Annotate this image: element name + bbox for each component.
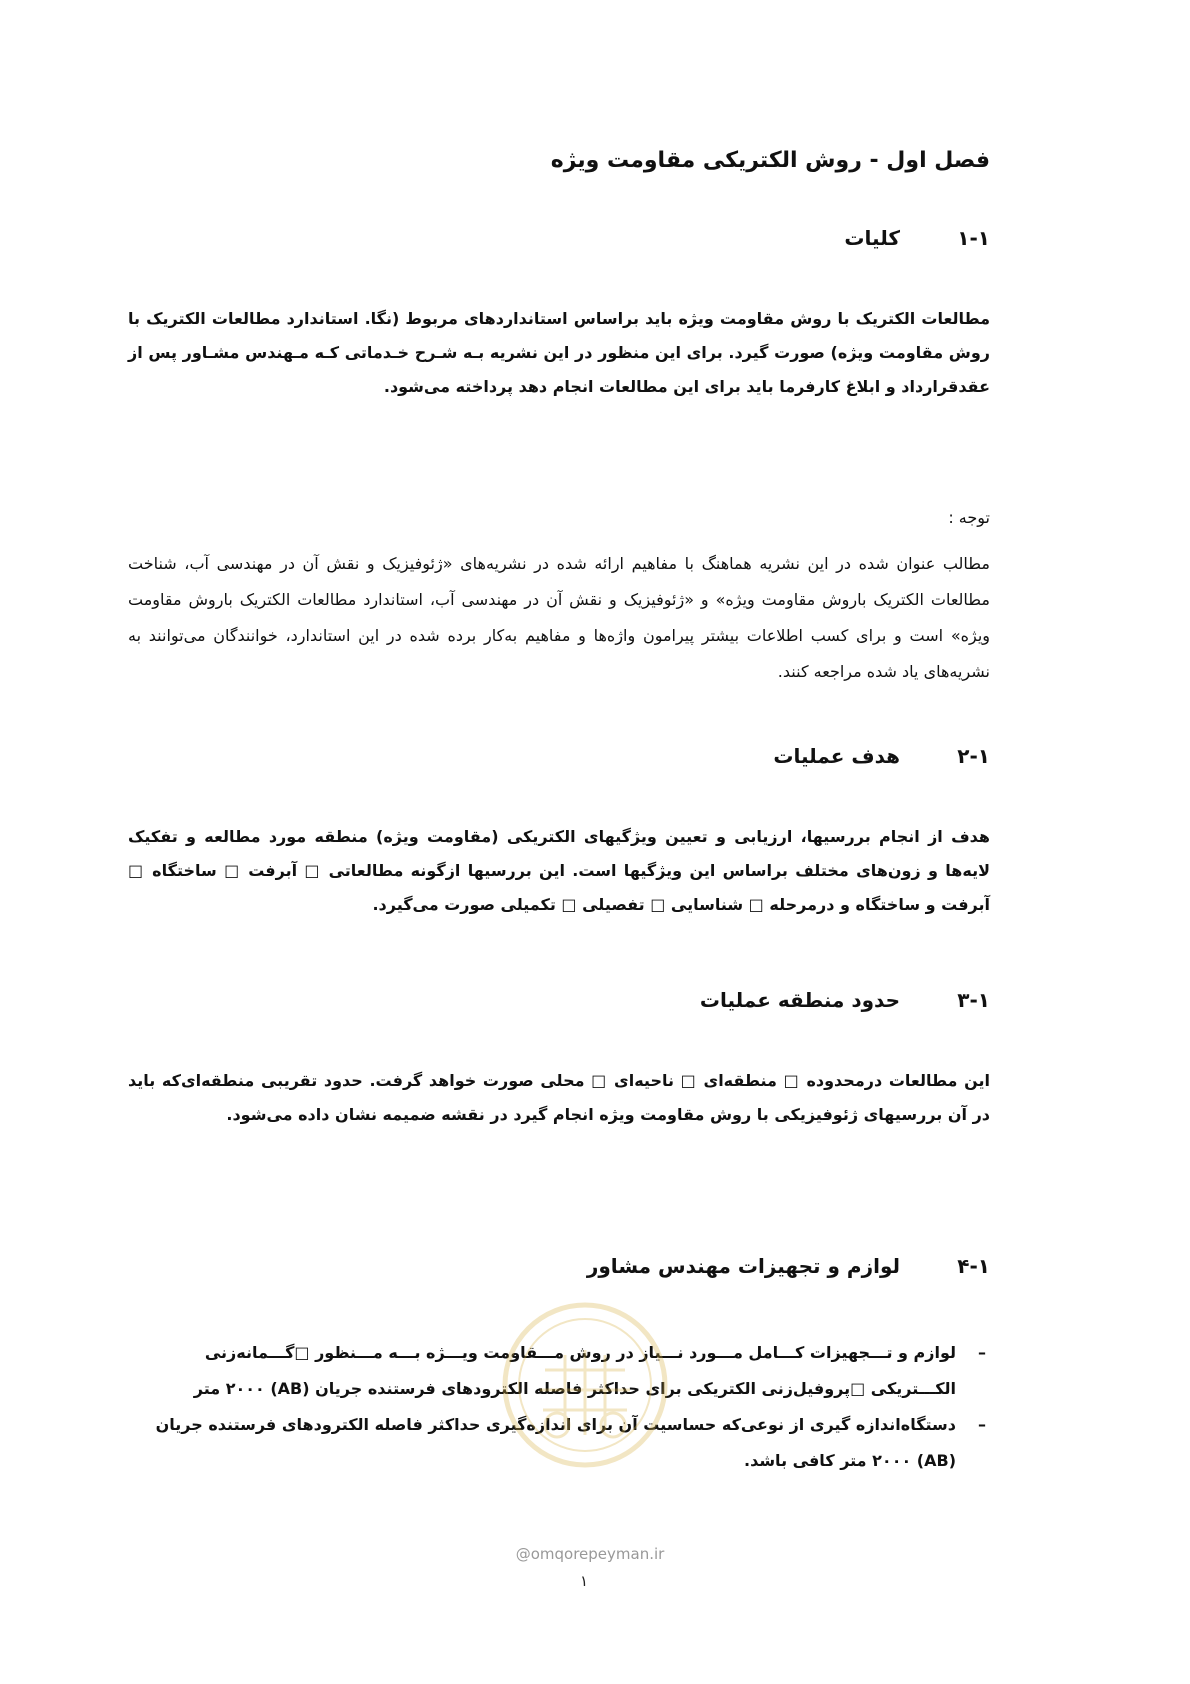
section-number: ۱-۱ (957, 226, 990, 250)
bullet-marker: – (978, 1415, 986, 1434)
watermark-text: @omqorepeyman.ir (515, 1545, 665, 1563)
watermark-seal-icon (495, 1300, 675, 1470)
section-title: کلیات (844, 226, 900, 250)
note-label: توجه : (948, 508, 990, 527)
list-item-text: لوازم و تـــجهیزات کـــامل مـــورد نـــیاز در روش مـــقاومت ویـــژه بـــه مـــنظور □گـــمانه‌زنی الکـــتریکی □پروفیل‌زنی الکتریکی برای حداکثر فاصله الکترودهای فرستنده جریان (AB) ۲۰۰۰ متر (193, 1343, 956, 1398)
section-number: ۲-۱ (957, 744, 990, 768)
section-heading-2 (200, 744, 990, 768)
list-item-text: دستگاه‌اندازه گیری از نوعی‌که حساسیت آن برای اندازه‌گیری حداکثر فاصله الکترودهای فرستنده جریان (AB) ۲۰۰۰ متر کافی باشد. (155, 1415, 956, 1470)
section-number: ۴-۱ (957, 1254, 990, 1278)
section-heading-1 (200, 226, 990, 250)
section-title: لوازم و تجهیزات مهندس مشاور (586, 1254, 900, 1278)
section-paragraph: مطالعات الکتریک با روش مقاومت ویژه باید براساس استانداردهای مربوط (نگا. استاندارد مطالعات الکتریک با روش مقاومت ویژه) صورت گیرد. برای این منظور در این نشریه بـه شـرح خـدماتی کـه مـهندس مشـاور پس از عقدقرارداد و ابلاغ کارفرما باید برای این مطالعات انجام دهد پرداخته می‌شود. (128, 309, 990, 396)
section-title: هدف عملیات (773, 744, 900, 768)
section-heading-3 (200, 988, 990, 1012)
section-number: ۳-۱ (957, 988, 990, 1012)
page-number: ۱ (580, 1572, 589, 1590)
section-paragraph: هدف از انجام بررسیها، ارزیابی و تعیین ویژگیهای الکتریکی (مقاومت ویژه) منطقه مورد مطالعه و تفکیک لایه‌ها و زون‌های مختلف براساس این ویژگیها است. این بررسیها ازگونه مطالعاتی □ آبرفت □ ساختگاه □ آبرفت و ساختگاه و درمرحله □ شناسایی □ تفصیلی □ تکمیلی صورت می‌گیرد. (128, 827, 990, 914)
note-paragraph: مطالب عنوان شده در این نشریه هماهنگ با مفاهیم ارائه شده در نشریه‌های «ژئوفیزیک و نقش آن در مهندسی آب، شناخت مطالعات الکتریک باروش مقاومت ویژه» و «ژئوفیزیک و نقش آن در مهندسی آب، استاندارد مطالعات الکتریک باروش مقاومت ویژه» است و برای کسب اطلاعات بیشتر پیرامون واژه‌ها و مفاهیم به‌کار برده شده در این استاندارد، خوانندگان می‌توانند به نشریه‌های یاد شده مراجعه کنند. (128, 554, 990, 681)
chapter-title: فصل اول - روش الکتریکی مقاومت ویژه (550, 148, 990, 173)
bullet-marker: – (978, 1343, 986, 1362)
section-title: حدود منطقه عملیات (699, 988, 900, 1012)
section-paragraph: این مطالعات درمحدوده □ منطقه‌ای □ ناحیه‌ای □ محلی صورت خواهد گرفت. حدود تقریبی منطقه‌ای‌که باید در آن بررسیهای ژئوفیزیکی با روش مقاومت ویژه انجام گیرد در نقشه ضمیمه نشان داده می‌شود. (128, 1071, 990, 1124)
section-heading-4 (200, 1254, 990, 1278)
